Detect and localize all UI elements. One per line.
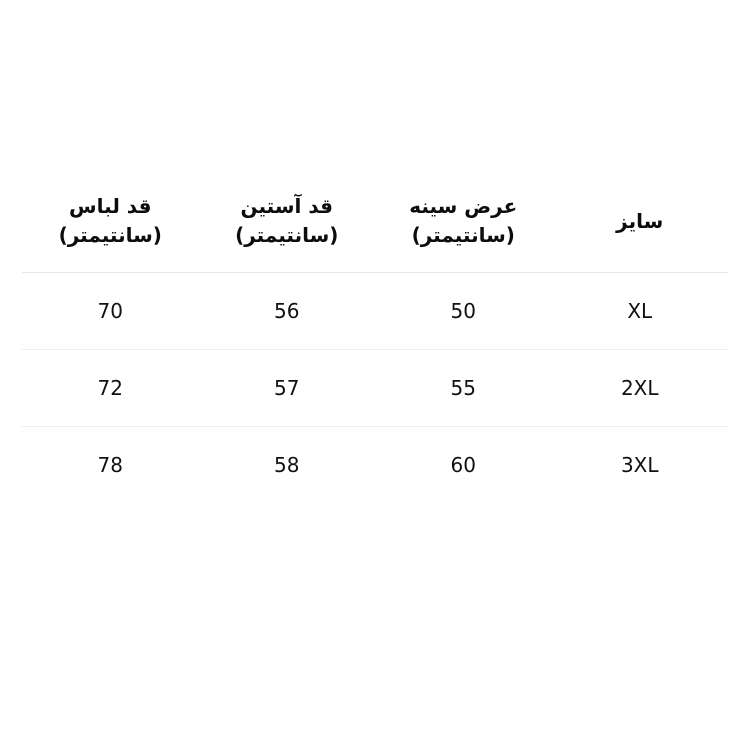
table-body	[22, 273, 728, 504]
column-header-sleeve	[199, 186, 376, 273]
table-row	[22, 350, 728, 427]
table-head	[22, 186, 728, 273]
table-header-row	[22, 186, 728, 273]
cell-size: XL	[627, 299, 653, 323]
table-row	[22, 273, 728, 350]
size-table	[22, 186, 728, 503]
column-header-sleeve-line1: قد آستین	[240, 194, 333, 218]
cell-sleeve: 57	[274, 376, 300, 400]
cell-length: 70	[97, 299, 123, 323]
column-header-chest	[375, 186, 552, 273]
column-header-size-line1: سایز	[616, 208, 664, 233]
column-header-sleeve-line2: (سانتیمتر)	[235, 223, 339, 247]
column-header-length	[22, 186, 199, 273]
cell-length: 72	[97, 376, 123, 400]
cell-chest: 60	[450, 453, 476, 477]
column-header-chest-line1: عرض سینه	[409, 194, 518, 218]
cell-size: 3XL	[620, 453, 659, 477]
cell-size: 2XL	[620, 376, 659, 400]
cell-sleeve: 56	[274, 299, 300, 323]
cell-sleeve: 58	[274, 453, 300, 477]
cell-chest: 55	[450, 376, 476, 400]
column-header-chest-line2: (سانتیمتر)	[411, 223, 515, 247]
column-header-size	[552, 186, 729, 273]
column-header-length-line1: قد لباس	[69, 194, 152, 218]
cell-chest: 50	[450, 299, 476, 323]
size-table-container	[22, 186, 728, 503]
table-row	[22, 427, 728, 504]
column-header-length-line2: (سانتیمتر)	[58, 223, 162, 247]
cell-length: 78	[97, 453, 123, 477]
